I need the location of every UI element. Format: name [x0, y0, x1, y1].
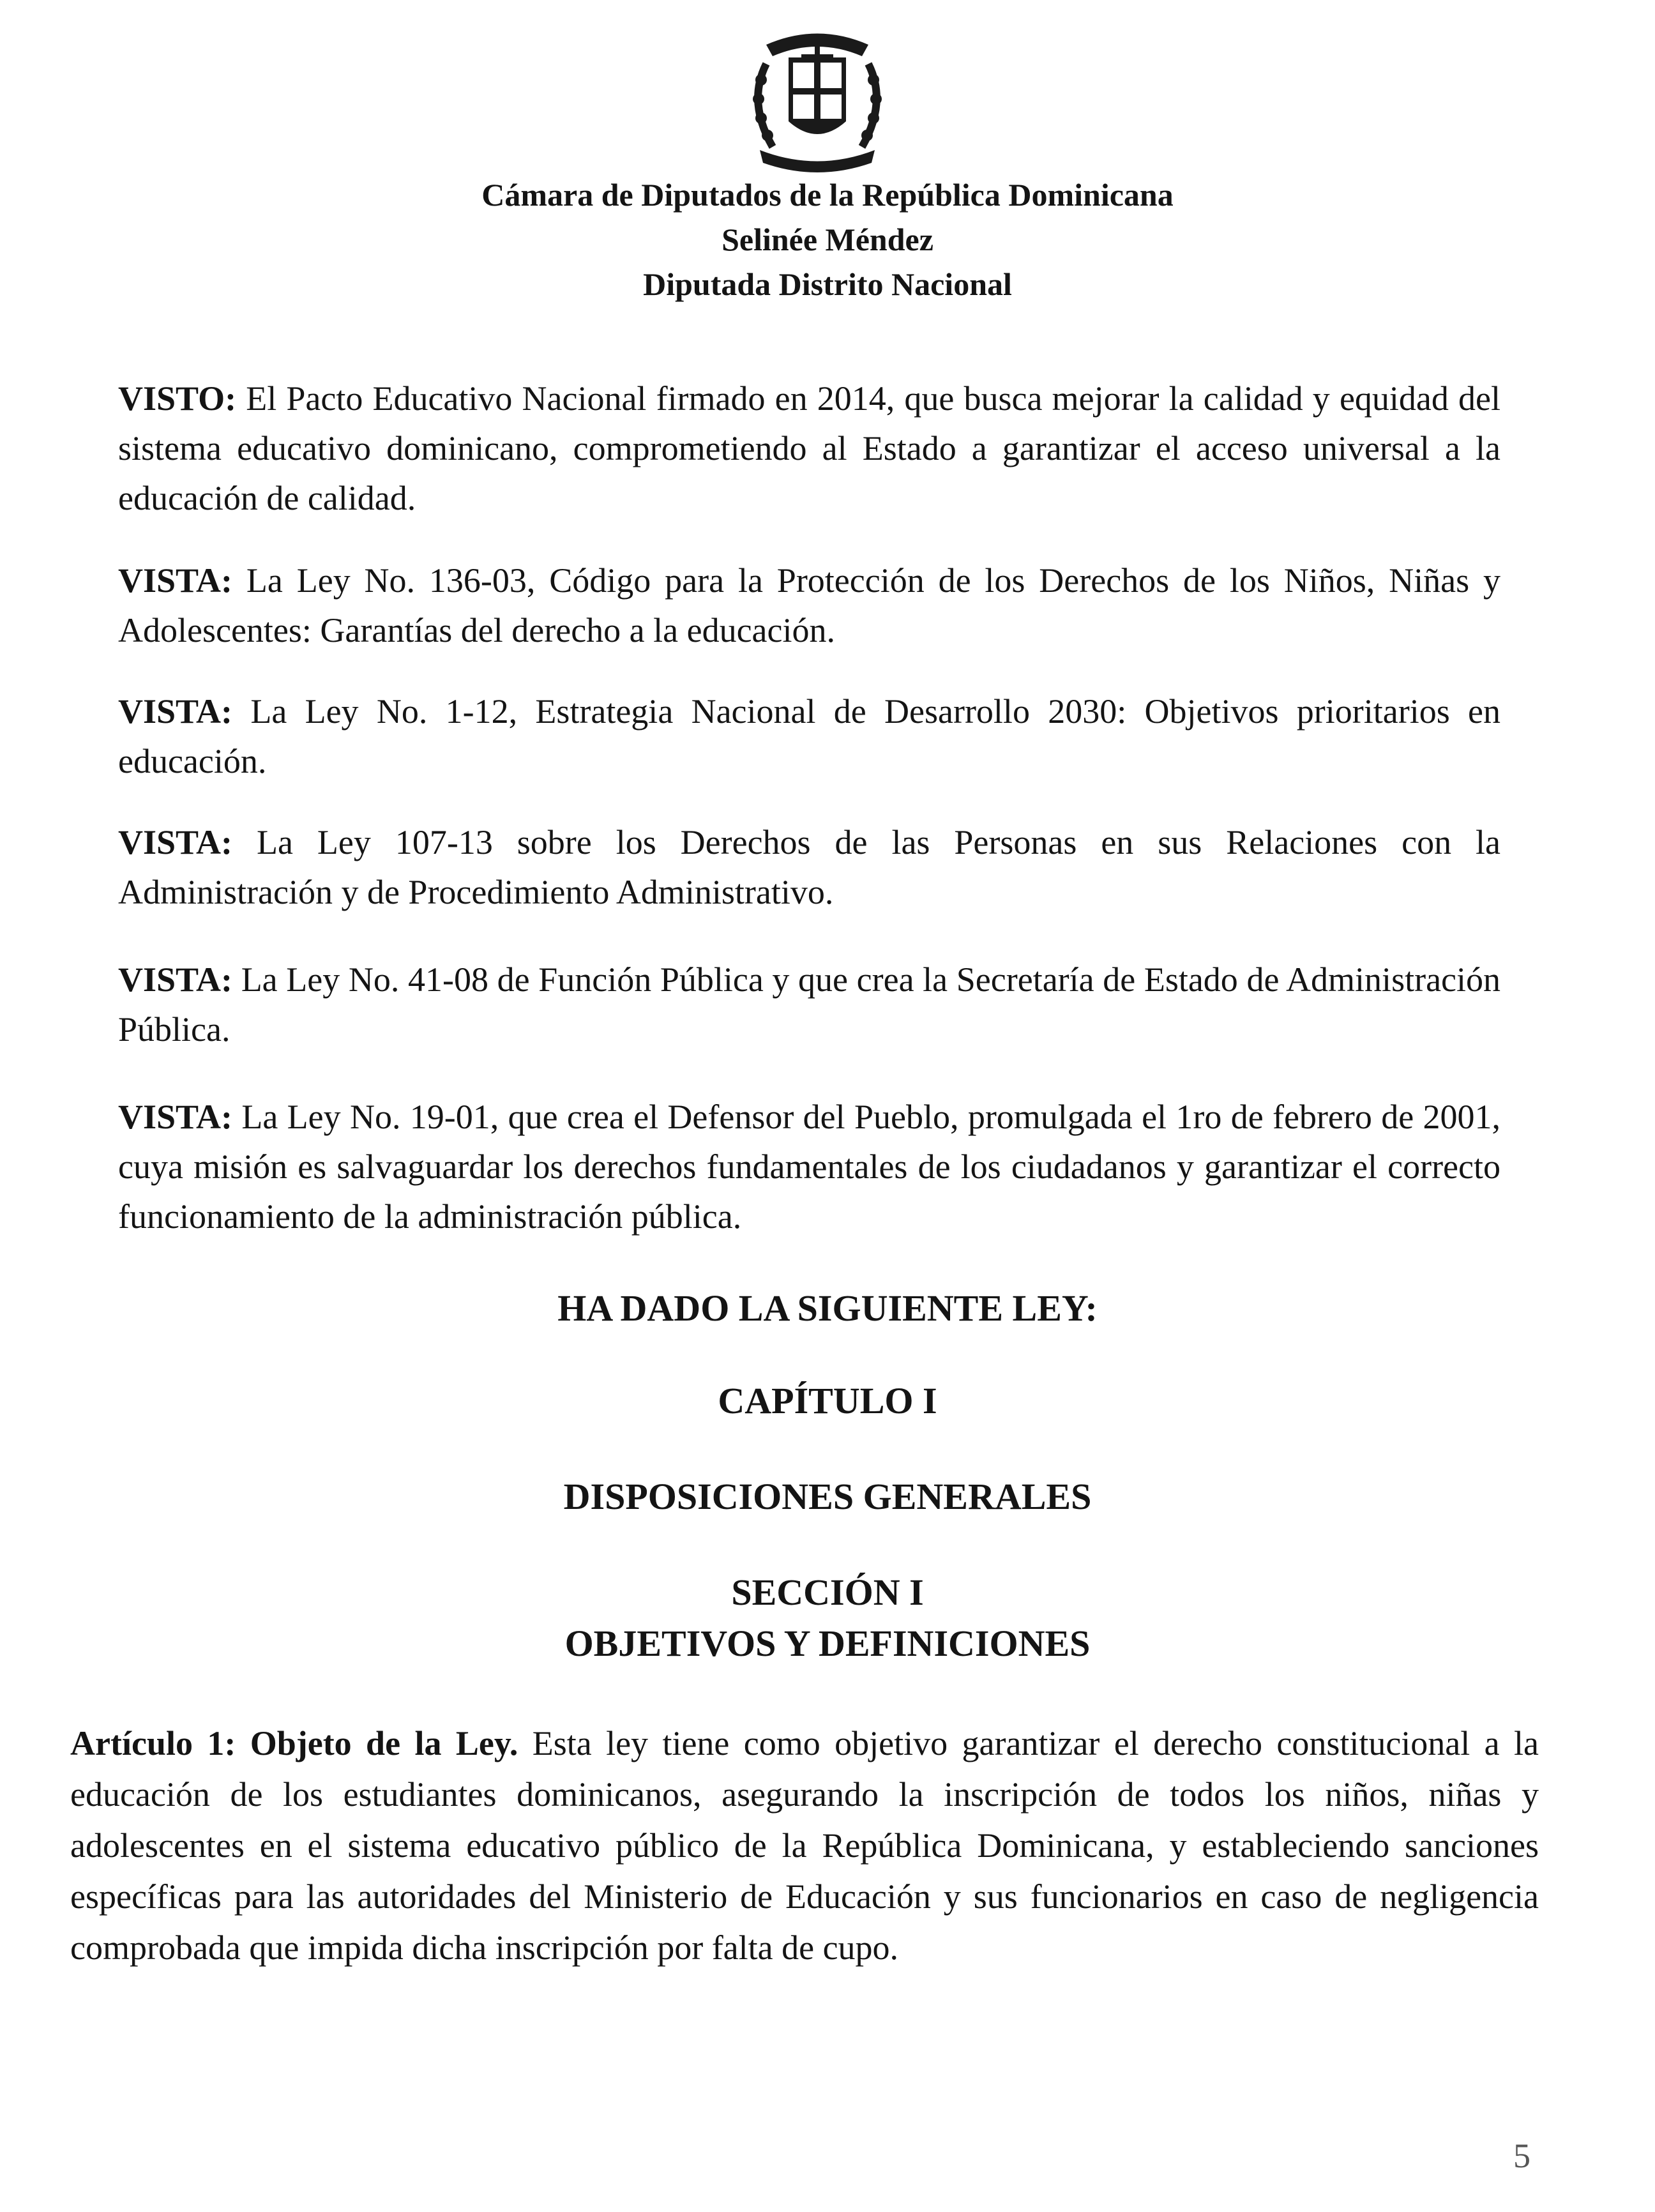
consideration-label: VISTA: [118, 823, 233, 861]
chapter-heading: CAPÍTULO I [718, 1380, 937, 1421]
chapter-title: DISPOSICIONES GENERALES [563, 1476, 1092, 1517]
consideration-paragraph [118, 686, 1500, 786]
consideration-label: VISTO: [118, 379, 237, 418]
consideration-label: VISTA: [118, 561, 233, 600]
consideration-paragraph [118, 1092, 1500, 1241]
section-title: OBJETIVOS Y DEFINICIONES [564, 1623, 1091, 1664]
consideration-text: La Ley No. 41-08 de Función Pública y que crea la Secretaría de Estado de Administración Pública. [118, 960, 1501, 1049]
article-text: Esta ley tiene como objetivo garantizar el derecho constitucional a la educación de los estudiantes dominicanos, asegurando la inscripción de todos los niños, niñas y adolescentes en el sistema educativo público de la República Dominicana, y estableciendo sanciones específicas para las autoridades del Ministerio de Educación y sus funcionarios en caso de negligencia comprobada que impida dicha inscripción por falta de cupo. [70, 1724, 1539, 1967]
consideration-text: La Ley No. 136-03, Código para la Protección de los Derechos de los Niños, Niñas y Adolescentes: Garantías del derecho a la educación. [118, 561, 1500, 649]
consideration-paragraph [118, 556, 1500, 655]
consideration-label: VISTA: [118, 960, 233, 999]
consideration-paragraph [118, 817, 1500, 917]
article-label: Artículo 1: Objeto de la Ley. [70, 1724, 518, 1762]
consideration-label: VISTA: [118, 1098, 233, 1136]
consideration-text: La Ley No. 19-01, que crea el Defensor del Pueblo, promulgada el 1ro de febrero de 2001, cuya misión es salvaguardar los derechos fundamentales de los ciudadanos y garantizar el correcto funcionamiento de la administración pública. [118, 1098, 1501, 1236]
consideration-text: La Ley 107-13 sobre los Derechos de las Personas en sus Relaciones con la Administración y de Procedimiento Administrativo. [118, 823, 1501, 911]
consideration-paragraph [118, 955, 1500, 1054]
consideration-text: La Ley No. 1-12, Estrategia Nacional de Desarrollo 2030: Objetivos prioritarios en educación. [118, 692, 1500, 780]
article-1-paragraph [70, 1718, 1539, 1973]
deputy-name: Selinée Méndez [722, 222, 933, 257]
section-heading: SECCIÓN I [731, 1572, 924, 1613]
page-number: 5 [1513, 2137, 1530, 2175]
enactment-heading: HA DADO LA SIGUIENTE LEY: [557, 1287, 1098, 1329]
coat-of-arms-seal [722, 19, 913, 179]
consideration-paragraph [118, 374, 1500, 523]
deputy-title: Diputada Distrito Nacional [643, 266, 1012, 302]
consideration-label: VISTA: [118, 692, 233, 731]
consideration-text: El Pacto Educativo Nacional firmado en 2014, que busca mejorar la calidad y equidad del sistema educativo dominicano, comprometiendo al Estado a garantizar el acceso universal a la educación de calidad. [118, 379, 1500, 517]
chamber-name: Cámara de Diputados de la República Dominicana [481, 177, 1174, 213]
document-header [0, 172, 1655, 307]
